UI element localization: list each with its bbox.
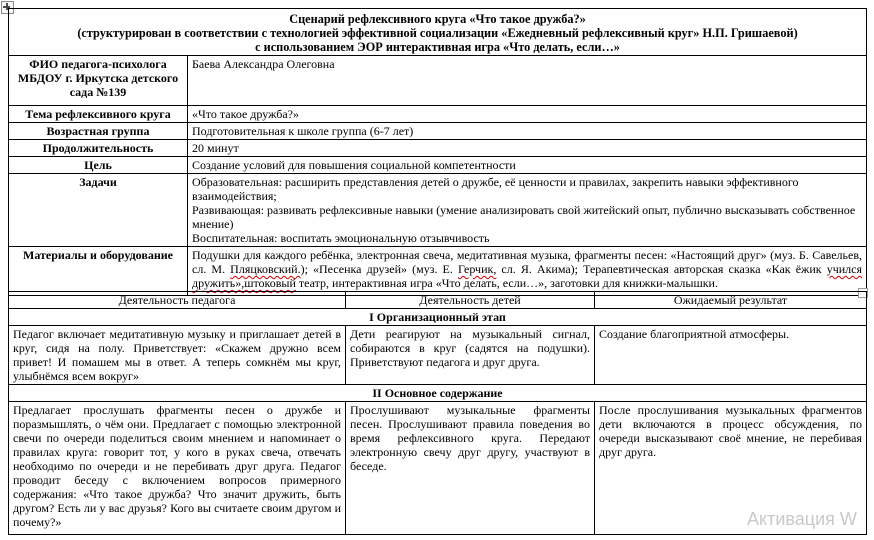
fio-value-cell[interactable]: Баева Александра Олеговна: [188, 56, 867, 106]
fio-label-cell[interactable]: ФИО педагога-психолога МБДОУ г. Иркутска детского сада №139: [9, 56, 188, 106]
table-row: [9, 247, 867, 296]
windows-activation-watermark: Активация W: [747, 509, 857, 529]
age-group-label-cell[interactable]: Возрастная группа: [9, 123, 188, 140]
materials-value-cell[interactable]: [188, 247, 867, 296]
tasks-label-cell[interactable]: Задачи: [9, 174, 188, 247]
column-header-children-activity[interactable]: Деятельность детей: [346, 292, 595, 309]
title-line-2: (структурирован в соответствии с технологией эффективной социализации «Ежедневный рефлексивный круг» Н.П. Гришаевой): [77, 26, 798, 40]
activity-plan-table: [8, 291, 867, 535]
section-row: [9, 309, 867, 326]
spellcheck-underlined-text: учился дружить»,штоковый: [192, 262, 862, 290]
document-title-cell[interactable]: [9, 9, 867, 56]
tasks-value-cell[interactable]: [188, 174, 867, 247]
text-segment: театр, интерактивная игра «Что делать, если…», заготовки для книжки-малышки.: [295, 276, 718, 290]
column-header-expected-result[interactable]: Ожидаемый результат: [595, 292, 867, 309]
spellcheck-underlined-text: Герчик,: [457, 262, 497, 276]
task-paragraph: Развивающая: развивать рефлексивные навыки (умение анализировать свой житейский опыт, публично высказывать собственное мнение): [192, 203, 856, 231]
stage2-children-cell[interactable]: Прослушивают музыкальные фрагменты песен. Прослушивают правила поведения во время рефлексивного круга. Передают электронную свечу друг другу, участвуют в беседе.: [346, 402, 595, 535]
section-title-stage-2[interactable]: II Основное содержание: [9, 385, 867, 402]
age-group-value-cell[interactable]: Подготовительная к школе группа (6-7 лет): [188, 123, 867, 140]
task-paragraph: Воспитательная: воспитать эмоциональную отзывчивость: [192, 231, 490, 245]
spellcheck-underlined-text: Пляцковский.: [230, 262, 301, 276]
stage2-result-cell[interactable]: После прослушивания музыкальных фрагментов дети включаются в процесс обсуждения, по очереди высказывают своё мнение, не перебивая друг друга.: [595, 402, 867, 535]
column-header-teacher-activity[interactable]: Деятельность педагога: [9, 292, 346, 309]
text-segment: ); «Песенка друзей» (муз. Е.: [300, 262, 458, 276]
goal-label-cell[interactable]: Цель: [9, 157, 188, 174]
goal-value-cell[interactable]: Создание условий для повышения социальной компетентности: [188, 157, 867, 174]
stage1-result-cell[interactable]: Создание благоприятной атмосферы.: [595, 326, 867, 385]
table-header-row: [9, 292, 867, 309]
title-line-1: Сценарий рефлексивного круга «Что такое дружба?»: [289, 12, 586, 26]
task-paragraph: Образовательная: расширить представления детей о дружбе, её ценности и правилах, закрепить навыки эффективного взаимодействия;: [192, 175, 799, 203]
table-row: [9, 402, 867, 535]
theme-label-cell[interactable]: Тема рефлексивного круга: [9, 106, 188, 123]
table-row: [9, 123, 867, 140]
stage1-children-cell[interactable]: Дети реагируют на музыкальный сигнал, собираются в круг (садятся на подушки). Приветствуют педагога и друг друга.: [346, 326, 595, 385]
lesson-info-table: [8, 8, 867, 296]
duration-value-cell[interactable]: 20 минут: [188, 140, 867, 157]
stage2-teacher-cell[interactable]: Предлагает прослушать фрагменты песен о дружбе и поразмышлять, о чём они. Предлагает с помощью электронной свечи по очереди поделиться своим мнением и напоминает о правилах круга: говорит тот, у кого в руках свеча, отвечать необходимо по очереди и не перебивать друг друга. Педагог проводит беседу с включением вопросов примерного содержания: «Что такое дружба? Что значит дружить, быть другом? Есть ли у вас друзья? Кого вы считаете своим другом и почему?»: [9, 402, 346, 535]
title-line-3: с использованием ЭОР интерактивная игра «Что делать, если…»: [255, 40, 620, 54]
table-row: [9, 106, 867, 123]
stage1-teacher-cell[interactable]: Педагог включает медитативную музыку и приглашает детей в круг, сидя на полу. Приветствует: «Скажем дружно всем привет! И помашем мы в ответ. А теперь сомкнём мы круг, улыбнёмся всем вокруг»: [9, 326, 346, 385]
materials-label-cell[interactable]: Материалы и оборудование: [9, 247, 188, 296]
table-row: [9, 174, 867, 247]
text-segment: сл. Я. Акима); Терапевтическая авторская сказка «Как ёжик: [496, 262, 827, 276]
section-title-stage-1[interactable]: I Организационный этап: [9, 309, 867, 326]
section-row: [9, 385, 867, 402]
theme-value-cell[interactable]: «Что такое дружба?»: [188, 106, 867, 123]
table-row: [9, 56, 867, 106]
text-segment: Подушки для каждого ребёнка, электронная свеча, медитативная музыка, фрагменты песен: «Настоящий друг» (муз. Б. Савельев, сл. М.: [192, 248, 862, 276]
table-row: [9, 326, 867, 385]
duration-label-cell[interactable]: Продолжительность: [9, 140, 188, 157]
table-row: [9, 140, 867, 157]
table-row: [9, 157, 867, 174]
